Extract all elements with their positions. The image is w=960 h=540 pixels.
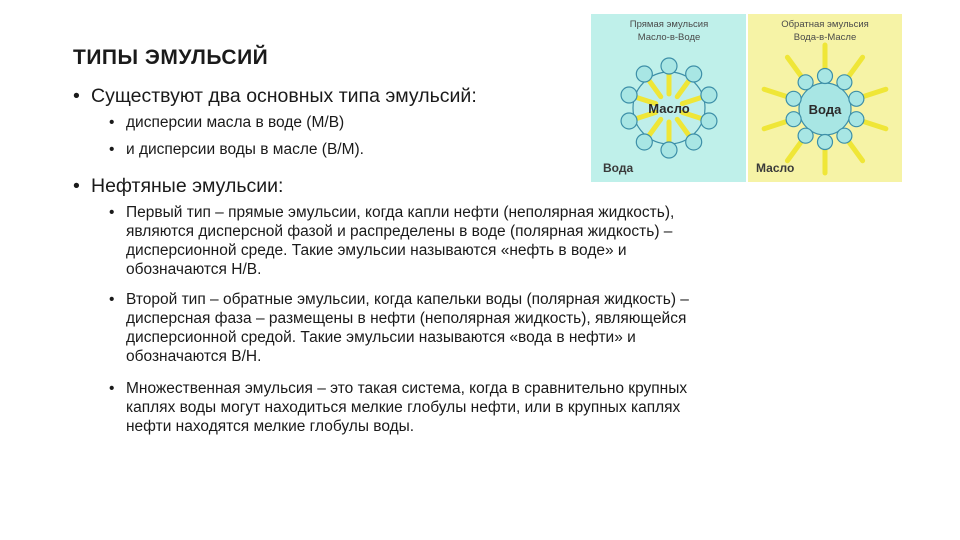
slide-title: ТИПЫ ЭМУЛЬСИЙ xyxy=(73,46,269,69)
surfactant-head xyxy=(849,91,864,106)
emulsion-diagram xyxy=(591,14,902,182)
bullet-marker: • xyxy=(109,291,115,308)
surfactant-head xyxy=(621,87,637,103)
surfactant-head xyxy=(636,134,652,150)
surfactant-head xyxy=(798,75,813,90)
surfactant-head xyxy=(686,134,702,150)
bullet-marker: • xyxy=(73,175,80,197)
oil-item-text: Второй тип – обратные эмульсии, когда капельки воды (полярная жидкость) – дисперсная фаза – размещены в нефти (неполярная жидкость), являющейся дисперсионной средой. Такие эмульсии называются «вода в нефти» и обозначаются В/Н. xyxy=(126,291,689,365)
intro-bullet xyxy=(73,84,477,108)
surfactant-head xyxy=(837,75,852,90)
type-item-wo xyxy=(109,140,364,159)
oil-item-text: Множественная эмульсия – это такая система, когда в сравнительно крупных каплях воды могут находиться мелкие глобулы нефти, или в крупных каплях нефти находятся мелкие глобулы воды. xyxy=(126,380,688,435)
bullet-marker: • xyxy=(73,85,80,107)
oil-heading-text: Нефтяные эмульсии: xyxy=(91,175,284,197)
type-item-ow xyxy=(109,113,344,132)
left-caption-line2: Масло-в-Воде xyxy=(637,32,701,43)
bullet-marker: • xyxy=(109,204,115,221)
left-caption-line1: Прямая эмульсия xyxy=(629,19,709,30)
surfactant-head xyxy=(636,66,652,82)
right-medium-label: Масло xyxy=(756,161,795,175)
bullet-marker: • xyxy=(109,114,115,131)
bullet-marker: • xyxy=(109,141,115,158)
surfactant-head xyxy=(661,58,677,74)
surfactant-head xyxy=(661,142,677,158)
right-caption-line2: Вода-в-Масле xyxy=(793,32,857,43)
surfactant-head xyxy=(701,113,717,129)
surfactant-head xyxy=(818,69,833,84)
bullet-marker: • xyxy=(109,380,115,397)
oil-heading-bullet xyxy=(73,174,283,198)
reverse-emulsion-panel xyxy=(748,14,902,182)
surfactant-head xyxy=(786,91,801,106)
surfactant-head xyxy=(686,66,702,82)
surfactant-head xyxy=(621,113,637,129)
oil-item-text: Первый тип – прямые эмульсии, когда капли нефти (неполярная жидкость), являются дисперсной фазой и распределены в воде (полярная жидкость) – дисперсионной среде. Такие эмульсии называются «нефть в воде» и обозначаются Н/В. xyxy=(126,204,675,278)
oil-item-multiple xyxy=(109,379,869,436)
surfactant-head xyxy=(849,112,864,127)
left-medium-label: Вода xyxy=(603,161,634,175)
direct-emulsion-panel xyxy=(591,14,746,182)
type-text: дисперсии масла в воде (М/В) xyxy=(126,114,345,131)
surfactant-head xyxy=(701,87,717,103)
surfactant-head xyxy=(837,128,852,143)
right-center-label: Вода xyxy=(808,102,842,117)
intro-text: Существуют два основных типа эмульсий: xyxy=(91,85,477,107)
right-caption-line1: Обратная эмульсия xyxy=(781,19,869,30)
oil-item-direct xyxy=(109,203,869,279)
left-center-label: Масло xyxy=(648,101,690,116)
surfactant-head xyxy=(798,128,813,143)
surfactant-head xyxy=(818,135,833,150)
surfactant-head xyxy=(786,112,801,127)
type-text: и дисперсии воды в масле (В/М). xyxy=(126,141,364,158)
oil-item-reverse xyxy=(109,290,869,366)
